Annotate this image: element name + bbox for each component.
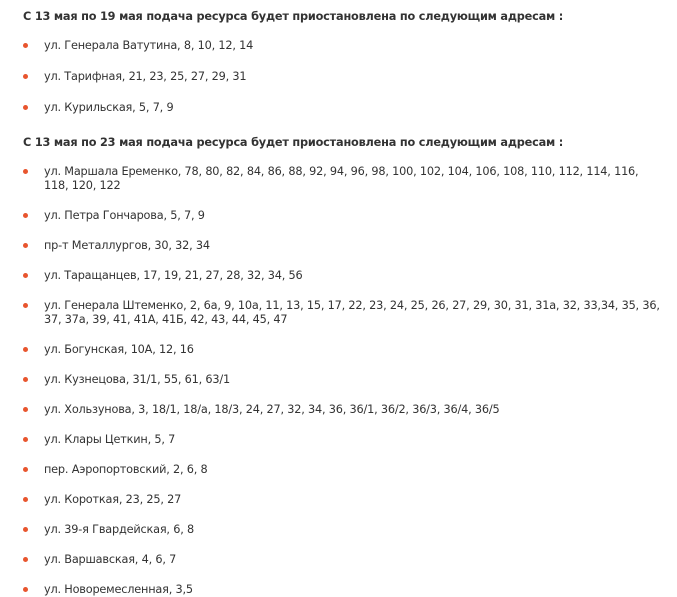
list-item <box>23 373 661 387</box>
list-item <box>23 463 661 477</box>
bullet-icon <box>23 437 28 442</box>
list-item <box>23 433 661 447</box>
address-text: ул. Генерала Ватутина, 8, 10, 12, 14 <box>44 39 254 52</box>
list-item <box>23 209 661 223</box>
bullet-icon <box>23 497 28 502</box>
address-text: пр-т Металлургов, 30, 32, 34 <box>44 239 210 252</box>
bullet-icon <box>23 169 28 174</box>
bullet-icon <box>23 527 28 532</box>
list-item <box>23 403 661 417</box>
bullet-icon <box>23 213 28 218</box>
address-list <box>23 39 661 115</box>
address-text: пер. Аэропортовский, 2, 6, 8 <box>44 463 208 476</box>
address-text: ул. Богунская, 10А, 12, 16 <box>44 343 194 356</box>
list-item <box>23 583 661 597</box>
list-item <box>23 165 661 193</box>
bullet-icon <box>23 273 28 278</box>
section-title: С 13 мая по 19 мая подача ресурса будет приостановлена по следующим адресам : <box>23 10 564 23</box>
bullet-icon <box>23 43 28 48</box>
address-text: ул. Петра Гончарова, 5, 7, 9 <box>44 209 205 222</box>
address-text: ул. Генерала Штеменко, 2, 6а, 9, 10а, 11, 13, 15, 17, 22, 23, 24, 25, 26, 27, 29, 30, 31, 31а, 32, 33,34, 35, 36, 37, 37а, 39, 41, 41А, 41Б, 42, 43, 44, 45, 47 <box>44 299 660 326</box>
bullet-icon <box>23 587 28 592</box>
bullet-icon <box>23 303 28 308</box>
address-text: ул. Варшавская, 4, 6, 7 <box>44 553 177 566</box>
address-text: ул. Новоремесленная, 3,5 <box>44 583 193 596</box>
list-item <box>23 493 661 507</box>
bullet-icon <box>23 467 28 472</box>
section-may-13-19 <box>23 0 661 115</box>
list-item <box>23 553 661 567</box>
list-item <box>23 239 661 253</box>
list-item <box>23 523 661 537</box>
section-may-13-23 <box>23 135 661 597</box>
list-item <box>23 70 661 84</box>
bullet-icon <box>23 74 28 79</box>
bullet-icon <box>23 377 28 382</box>
bullet-icon <box>23 243 28 248</box>
address-text: ул. Клары Цеткин, 5, 7 <box>44 433 176 446</box>
bullet-icon <box>23 407 28 412</box>
bullet-icon <box>23 557 28 562</box>
bullet-icon <box>23 105 28 110</box>
bullet-icon <box>23 347 28 352</box>
address-text: ул. Хользунова, 3, 18/1, 18/а, 18/3, 24, 27, 32, 34, 36, 36/1, 36/2, 36/3, 36/4, 36/5 <box>44 403 500 416</box>
list-item <box>23 343 661 357</box>
address-list <box>23 165 661 597</box>
address-text: ул. Кузнецова, 31/1, 55, 61, 63/1 <box>44 373 230 386</box>
list-item <box>23 269 661 283</box>
address-text: ул. Курильская, 5, 7, 9 <box>44 101 174 114</box>
address-text: ул. Тарифная, 21, 23, 25, 27, 29, 31 <box>44 70 247 83</box>
list-item <box>23 101 661 115</box>
address-text: ул. Маршала Еременко, 78, 80, 82, 84, 86, 88, 92, 94, 96, 98, 100, 102, 104, 106, 108, 110, 112, 114, 116, 118, 120, 122 <box>44 165 639 192</box>
address-text: ул. Короткая, 23, 25, 27 <box>44 493 182 506</box>
address-text: ул. 39-я Гвардейская, 6, 8 <box>44 523 194 536</box>
address-text: ул. Таращанцев, 17, 19, 21, 27, 28, 32, 34, 56 <box>44 269 303 282</box>
list-item <box>23 299 661 327</box>
list-item <box>23 39 661 53</box>
section-title: С 13 мая по 23 мая подача ресурса будет приостановлена по следующим адресам : <box>23 136 564 149</box>
